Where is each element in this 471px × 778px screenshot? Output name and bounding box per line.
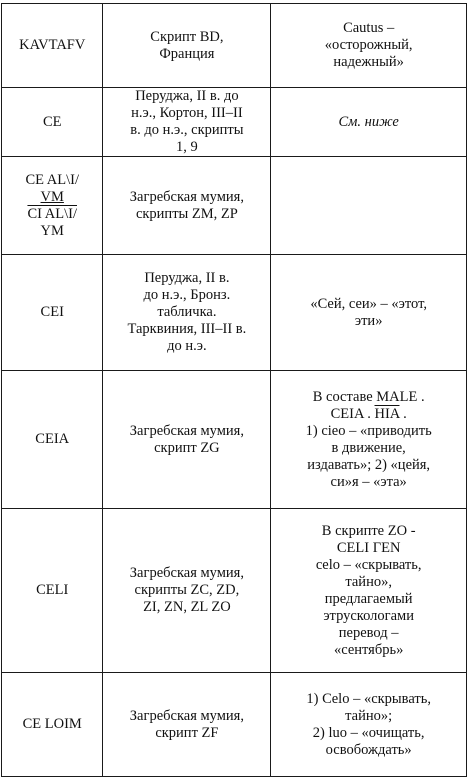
meaning-line: си»я – «эта» [330, 473, 407, 490]
word-line-wrap [8, 189, 96, 206]
source-cell [103, 509, 271, 673]
word-line: YM [40, 222, 64, 239]
word-cell [2, 509, 103, 673]
word-cell [2, 157, 103, 255]
word-line: CE AL\I/ [25, 171, 80, 188]
source-line: Перуджа, II в. [144, 270, 230, 286]
table-row [2, 371, 467, 509]
meaning-text: См. ниже [338, 113, 399, 130]
word-cell [2, 88, 103, 157]
meaning-line: издавать»; 2) «цейя, [307, 456, 431, 473]
header-meaning-line: Cautus – [343, 20, 395, 36]
meaning-line: В скрипте ZO - [321, 522, 416, 539]
source-cell [103, 371, 271, 509]
meaning-line: В составе MALE . [312, 388, 425, 405]
meaning-cell [271, 371, 467, 509]
word-cell [2, 255, 103, 371]
meaning-line: 2) luo – «очищать, [312, 724, 425, 741]
source-line: до н.э., Бронз. [143, 287, 231, 303]
meaning-cell [271, 157, 467, 255]
table-row [2, 255, 467, 371]
source-line: скрипты ZC, ZD, [134, 582, 240, 598]
meaning-cell [271, 88, 467, 157]
source-line: до н.э. [167, 338, 207, 354]
source-cell [103, 88, 271, 157]
header-cell-source [103, 4, 271, 88]
source-line: скрипт ZF [155, 724, 219, 741]
source-line: 1, 9 [176, 139, 198, 155]
meaning-line: предлагаемый [324, 590, 413, 607]
meaning-line: «Сей, сеи» – «этот, [310, 295, 427, 312]
header-cell-meaning [271, 4, 467, 88]
header-cell-word [2, 4, 103, 88]
meaning-line: «сентябрь» [333, 641, 404, 658]
source-line: Тарквиния, III–II в. [127, 321, 247, 337]
header-source-line: Скрипт BD, [150, 28, 224, 45]
header-meaning-line: «осторожный, [324, 37, 413, 53]
table-row [2, 673, 467, 777]
word-text: CEI [40, 304, 64, 320]
source-cell [103, 157, 271, 255]
header-meaning-line: надежный» [333, 54, 404, 70]
source-cell [103, 673, 271, 777]
document-table [1, 3, 467, 777]
table-row [2, 88, 467, 157]
meaning-cell [271, 673, 467, 777]
word-text: CE LOIM [22, 716, 82, 732]
meaning-line: тайно», [345, 573, 392, 590]
meaning-fragment: CEIA . [330, 405, 375, 422]
meaning-cell [271, 255, 467, 371]
meaning-line: CELI ГЕN [336, 539, 401, 556]
meaning-line: 1) cieo – «приводить [305, 422, 432, 439]
source-line: табличка. [157, 304, 217, 320]
header-source-line: Франция [159, 45, 215, 62]
table-row [2, 509, 467, 673]
source-line: скрипт ZG [154, 439, 220, 456]
meaning-line: в движение, [331, 439, 406, 456]
word-line: VM [40, 188, 64, 205]
meaning-line: перевод – [338, 624, 399, 641]
word-text: CEIA [35, 431, 70, 447]
meaning-line: тайно»; [345, 707, 393, 724]
source-line: н.э., Кортон, III–II [131, 105, 243, 121]
source-line: скрипты ZM, ZP [135, 205, 238, 222]
word-cell [2, 673, 103, 777]
header-word-label: KAVTAFV [19, 37, 86, 53]
source-line: Загребская мумия, [129, 422, 244, 439]
word-cell [2, 371, 103, 509]
source-line: в. до н.э., скрипты [130, 122, 244, 138]
source-cell [103, 255, 271, 371]
meaning-line: celo – «скрывать, [315, 556, 422, 573]
meaning-cell [271, 509, 467, 673]
header-row [2, 4, 467, 88]
source-line: Загребская мумия, [129, 188, 244, 205]
meaning-line: эти» [354, 312, 383, 329]
word-text: CELI [36, 582, 69, 598]
source-line: ZI, ZN, ZL ZO [143, 599, 231, 615]
meaning-fragment-overlined: $\overline{HIA}$ [374, 405, 400, 422]
meaning-line: 1) Celo – «скрывать, [306, 690, 431, 707]
meaning-line-mixed [277, 406, 460, 423]
source-line: Перуджа, II в. до [135, 88, 239, 104]
source-line: Загребская мумия, [129, 565, 244, 581]
meaning-line: освобождать» [325, 741, 412, 758]
word-text: CE [42, 113, 62, 130]
table-row [2, 157, 467, 255]
word-line: CI AL\I/ [27, 205, 77, 222]
word-line-wrap [8, 206, 96, 223]
meaning-fragment: . [399, 405, 407, 422]
meaning-line: этрускологами [323, 607, 414, 624]
source-line: Загребская мумия, [129, 707, 244, 724]
